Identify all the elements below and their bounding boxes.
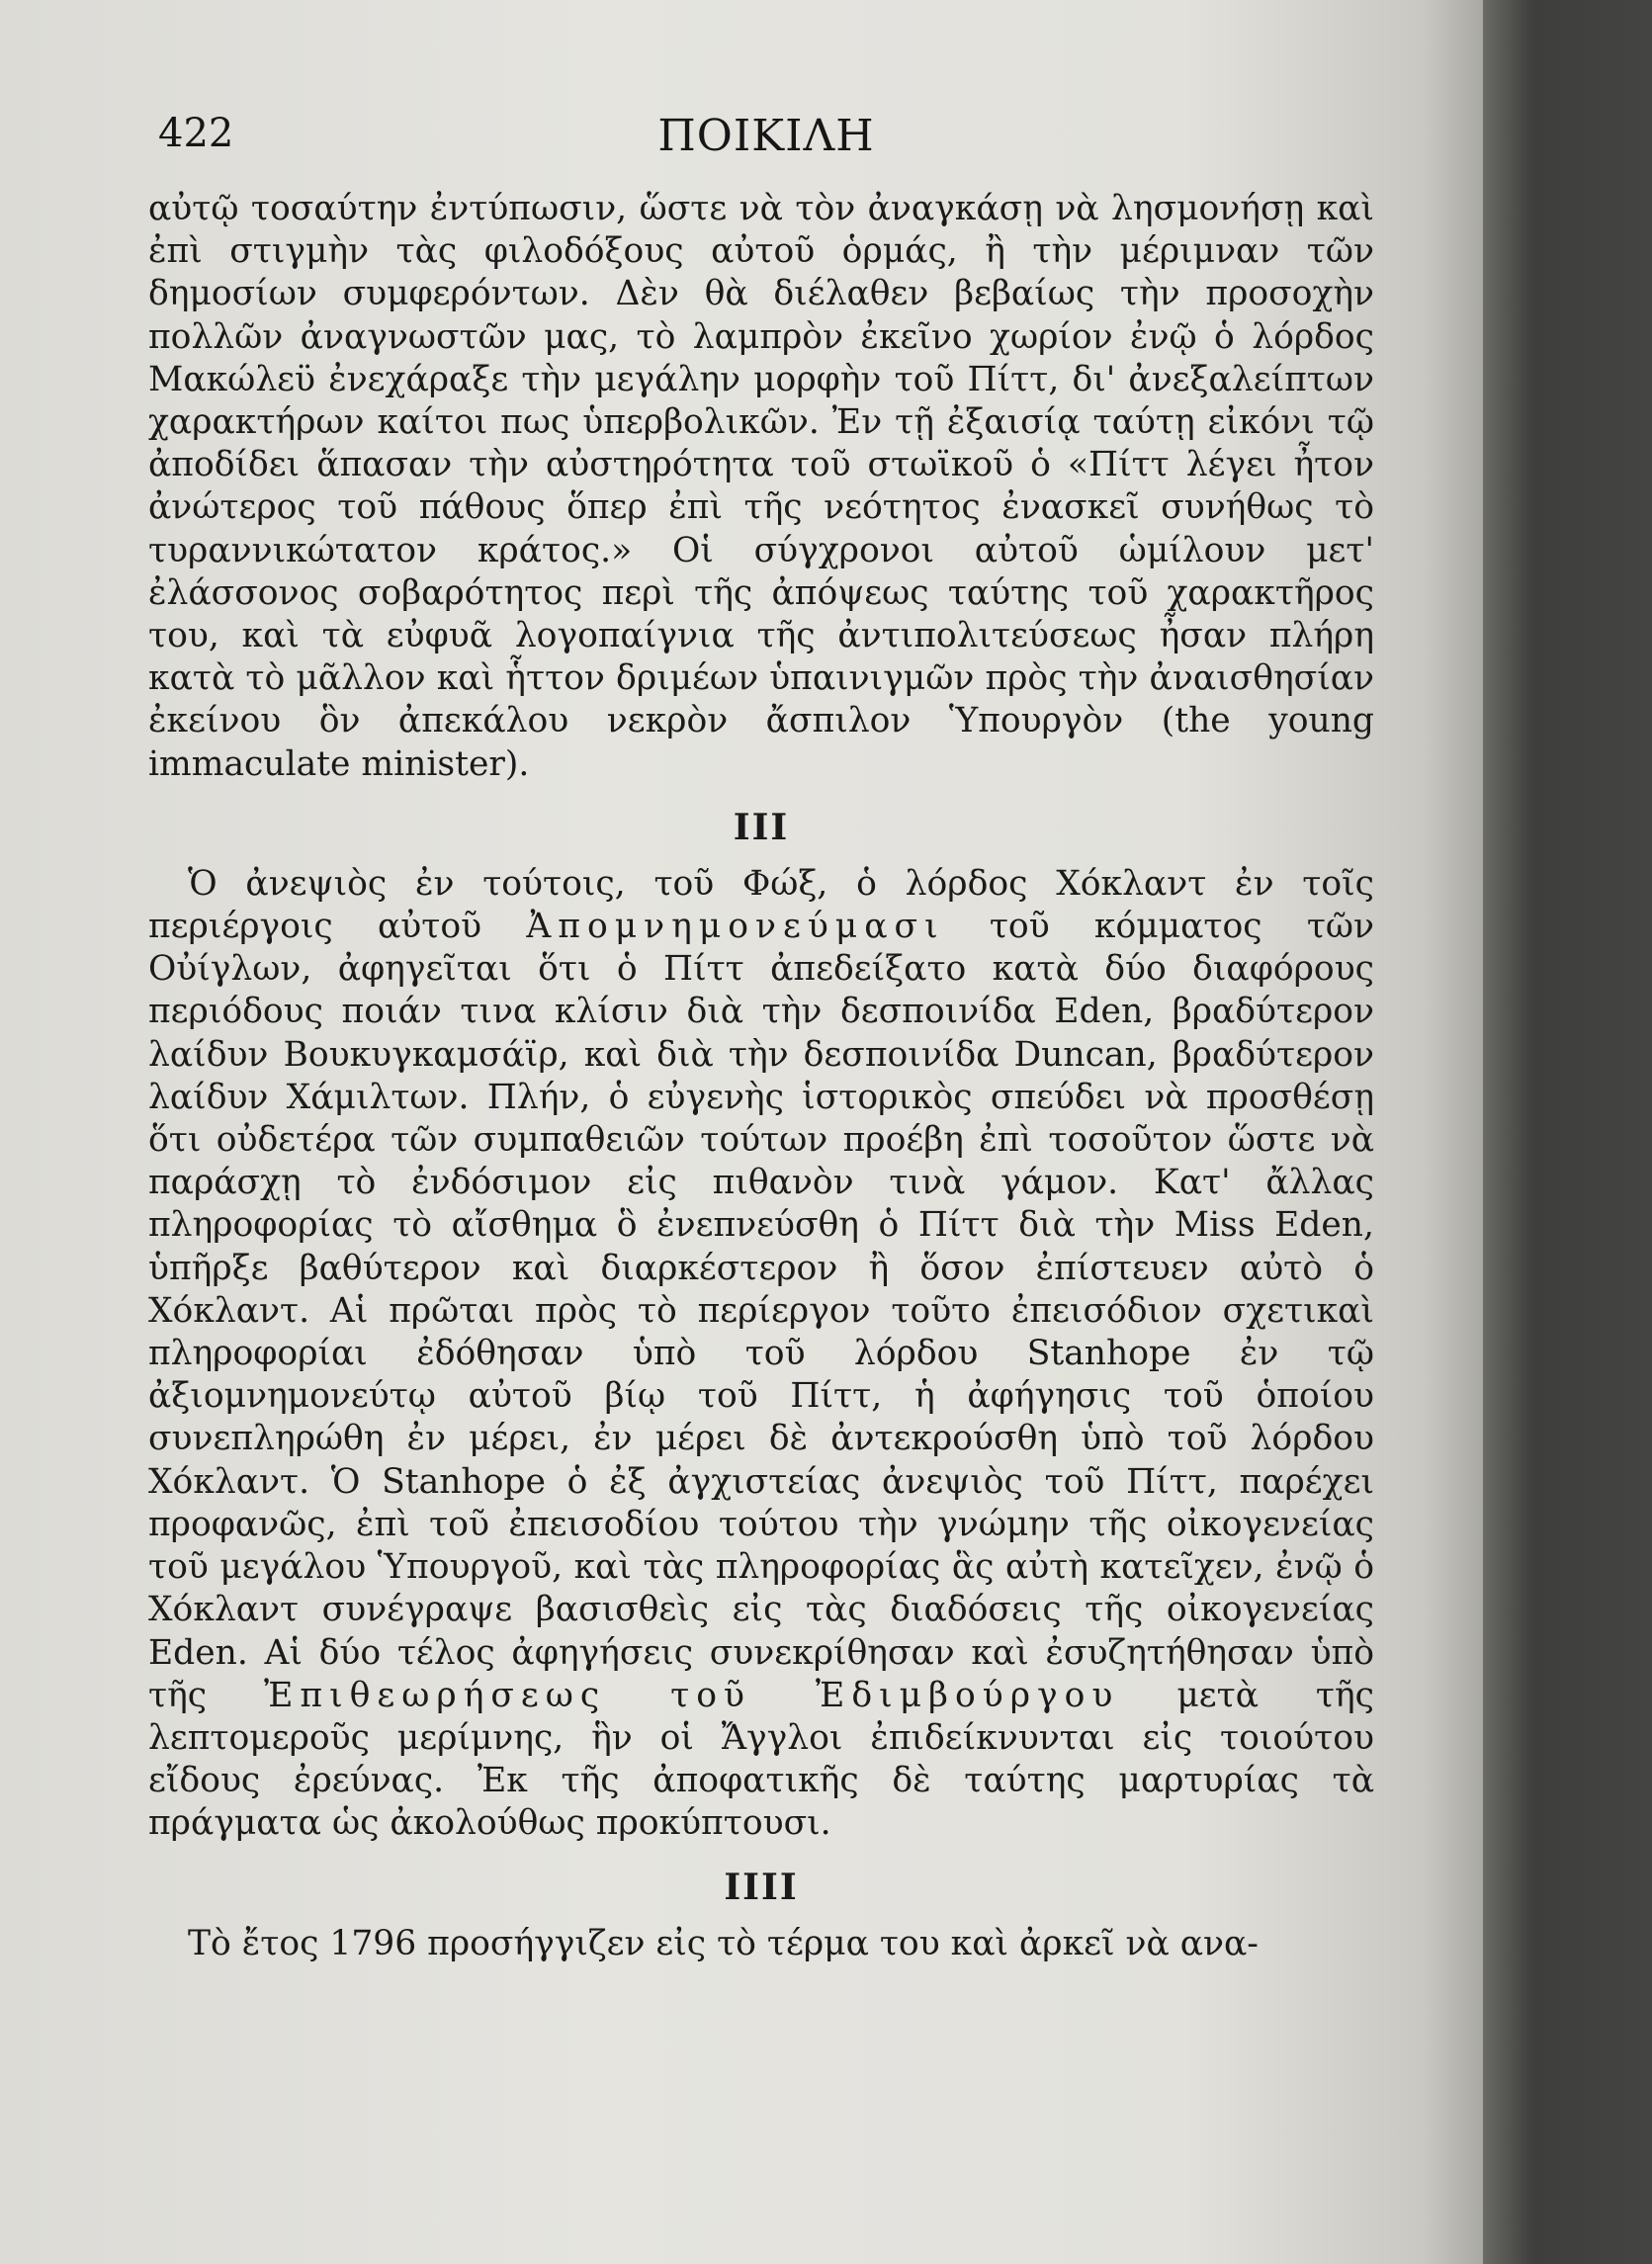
section-heading-iiii: IIII (724, 1866, 799, 1908)
paragraph-text: Ὁ ἀνεψιὸς ἐν τούτοις, τοῦ Φώξ, ὁ λόρδος Χόκλαντ ἐν τοῖς περιέργοις αὐτοῦ (148, 863, 1374, 947)
page-number: 422 (158, 111, 234, 156)
section-heading-iii: III (733, 806, 790, 848)
book-spine-shadow (1483, 0, 1652, 2264)
running-head: ΠΟΙΚΙΛΗ (657, 111, 875, 161)
paragraph-holland (148, 863, 1374, 1846)
page-header (158, 111, 1374, 180)
spaced-title-memoirs: Ἀπομνημονεύμασι (526, 907, 945, 947)
spaced-title-edinburgh-review: Ἐπιθεωρήσεως τοῦ Ἐδιμβούργου (264, 1675, 1120, 1715)
text-block (148, 188, 1374, 1965)
paragraph-text: τοῦ κόμματος τῶν Οὐίγλων, ἀφηγεῖται ὅτι ὁ Πίττ ἀπεδείξατο κατὰ δύο διαφόρους περιόδους ποιάν τινα κλίσιν διὰ τὴν δεσποινίδα Eden, βραδύτερον λαίδυν Βουκυγκαμσάϊρ, καὶ διὰ τὴν δεσποινίδα Duncan, βραδύτερον λαίδυν Χάμιλτων. Πλήν, ὁ εὐγενὴς ἱστορικὸς σπεύδει νὰ προσθέσῃ ὅτι οὐδετέρα τῶν συμπαθειῶν τούτων προέβη ἐπὶ τοσοῦτον ὥστε νὰ παράσχῃ τὸ ἐνδόσιμον εἰς πιθανὸν τινὰ γάμον. Κατ' ἄλλας πληροφορίας τὸ αἴσθημα ὃ ἐνεπνεύσθη ὁ Πίττ διὰ τὴν Miss Eden, ὑπῆρξε βαθύτερον καὶ διαρκέστερον ἢ ὅσον ἐπίστευεν αὐτὸ ὁ Χόκλαντ. Αἱ πρῶται πρὸς τὸ περίεργον τοῦτο ἐπεισόδιον σχετικαὶ πληροφορίαι ἐδόθησαν ὑπὸ τοῦ λόρδου Stanhope ἐν τῷ ἀξιομνημονεύτῳ αὐτοῦ βίῳ τοῦ Πίττ, ἡ ἀφήγησις τοῦ ὁποίου συνεπληρώθη ἐν μέρει, ἐν μέρει δὲ ἀντεκρούσθη ὑπὸ τοῦ λόρδου Χόκλαντ. Ὁ Stanhope ὁ ἐξ ἀγχιστείας ἀνεψιὸς τοῦ Πίττ, παρέχει προφανῶς, ἐπὶ τοῦ ἐπεισοδίου τούτου τὴν γνώμην τῆς οἰκογενείας τοῦ μεγάλου Ὑπουργοῦ, καὶ τὰς πληροφορίας ἃς αὐτὴ κατεῖχεν, ἐνῷ ὁ Χόκλαντ συνέγραψε βασισθεὶς εἰς τὰς διαδόσεις τῆς οἰκογενείας Eden. Αἱ δύο τέλος ἀφηγήσεις συνεκρίθησαν καὶ ἐσυζητήθησαν ὑπὸ τῆς (148, 907, 1375, 1715)
paragraph-1796: Τὸ ἔτος 1796 προσήγγιζεν εἰς τὸ τέρμα του καὶ ἀρκεῖ νὰ ανα- (188, 1923, 1259, 1963)
paragraph-text: μετὰ τῆς λεπτομεροῦς μερίμνης, ἣν οἱ Ἄγγλοι ἐπιδείκνυνται εἰς τοιούτου εἴδους ἐρεύνας. Ἐκ τῆς ἀποφατικῆς δὲ ταύτης μαρτυρίας τὰ πράγματα ὡς ἀκολούθως προκύπτουσι. (148, 1675, 1374, 1844)
paragraph-continuation: αὐτῷ τοσαύτην ἐντύπωσιν, ὥστε νὰ τὸν ἀναγκάσῃ νὰ λησμονήσῃ καὶ ἐπὶ στιγμὴν τὰς φιλοδόξους αὐτοῦ ὁρμάς, ἢ τὴν μέριμναν τῶν δημοσίων συμφερόντων. Δὲν θὰ διέλαθεν βεβαίως τὴν προσοχὴν πολλῶν ἀναγνωστῶν μας, τὸ λαμπρὸν ἐκεῖνο χωρίον ἐνῷ ὁ λόρδος Μακώλεϋ ἐνεχάραξε τὴν μεγάλην μορφὴν τοῦ Πίττ, δι' ἀνεξαλείπτων χαρακτήρων καίτοι πως ὑπερβολικῶν. Ἐν τῇ ἐξαισίᾳ ταύτῃ εἰκόνι τῷ ἀποδίδει ἅπασαν τὴν αὐστηρότητα τοῦ στωϊκοῦ ὁ «Πίττ λέγει ἦτον ἀνώτερος τοῦ πάθους ὅπερ ἐπὶ τῆς νεότητος ἐνασκεῖ συνήθως τὸ τυραννικώτατον κράτος.» Οἱ σύγχρονοι αὐτοῦ ὡμίλουν μετ' ἐλάσσονος σοβαρότητος περὶ τῆς ἀπόψεως ταύτης τοῦ χαρακτῆρος του, καὶ τὰ εὐφυᾶ λογοπαίγνια τῆς ἀντιπολιτεύσεως ἦσαν πλήρη κατὰ τὸ μᾶλλον καὶ ἧττον δριμέων ὑπαινιγμῶν πρὸς τὴν ἀναισθησίαν ἐκείνου ὃν ἀπεκάλου νεκρὸν ἄσπιλον Ὑπουργὸν (the young immaculate minister). (148, 189, 1374, 784)
